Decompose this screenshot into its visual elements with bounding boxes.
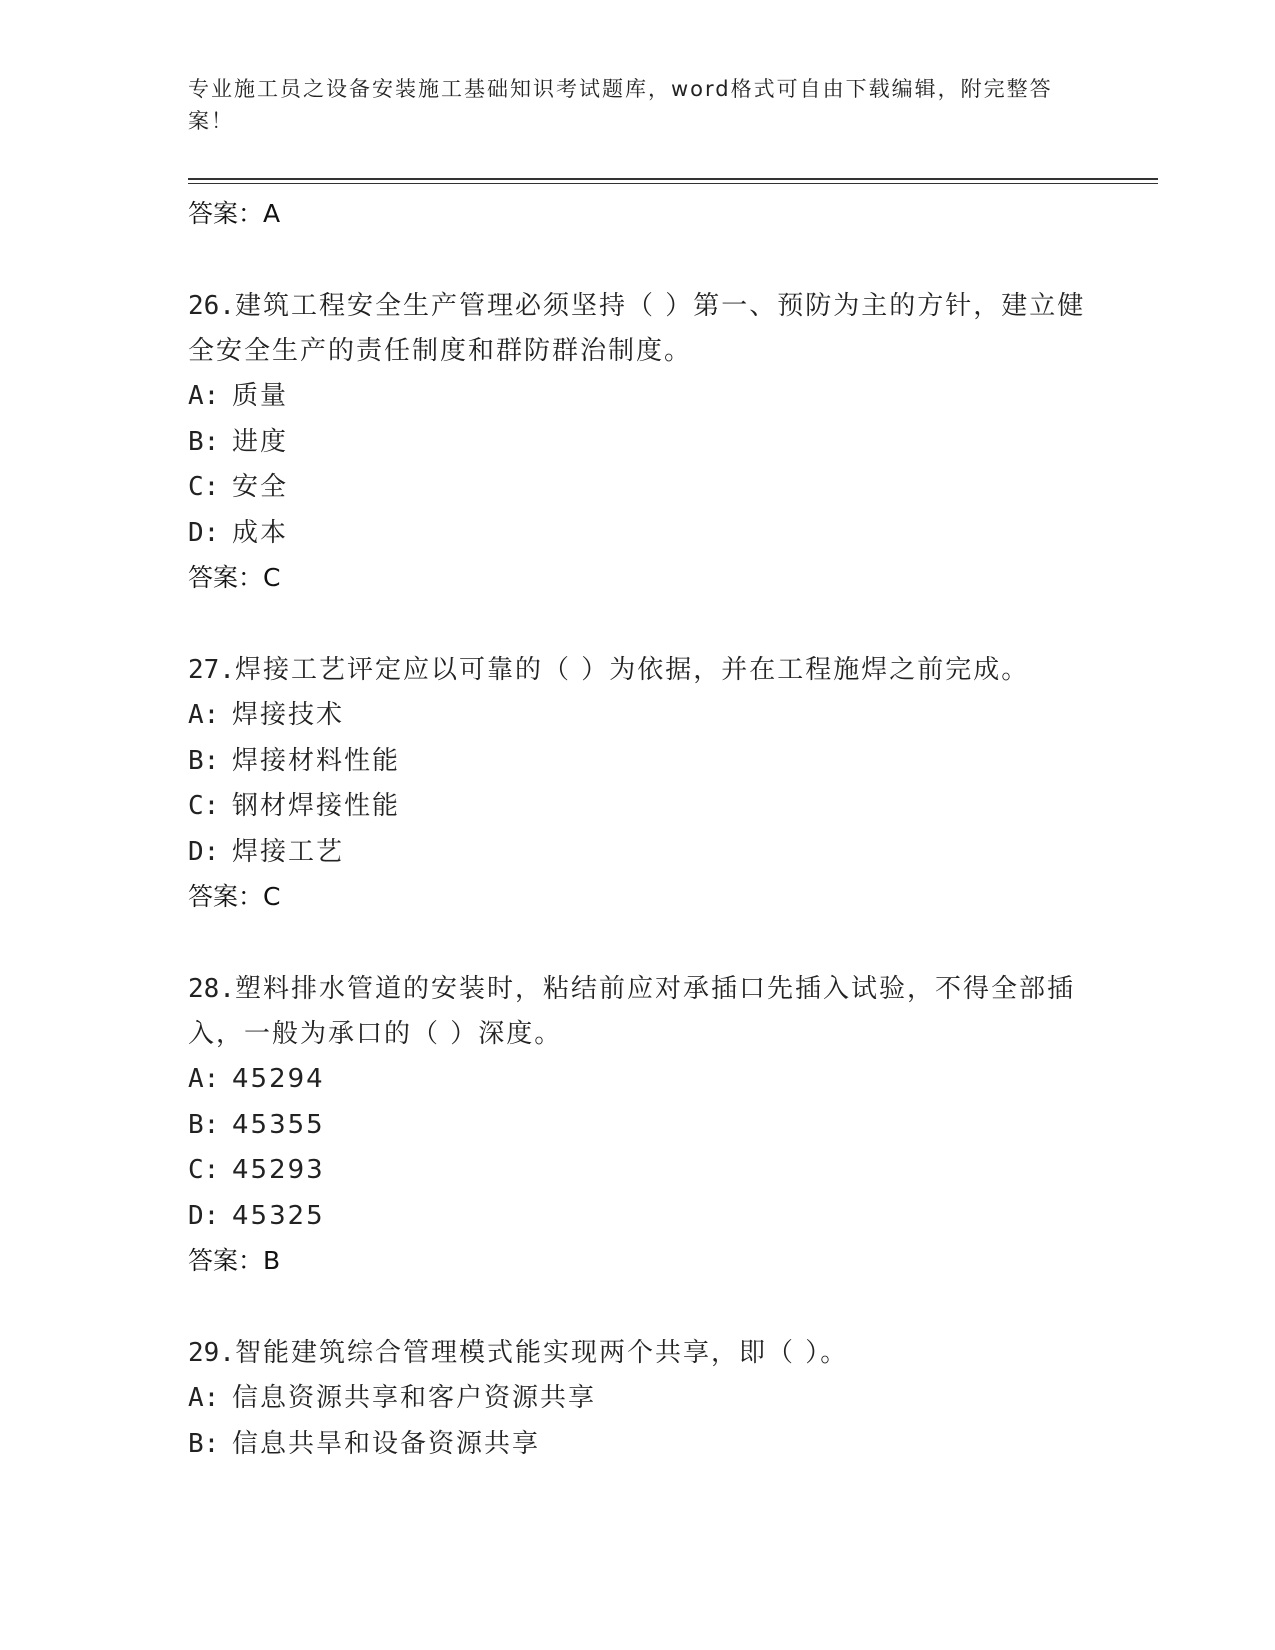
option-d (188, 1194, 1088, 1240)
option-text: 45294 (232, 1064, 325, 1094)
option-a (188, 693, 1088, 739)
option-text: 45355 (232, 1109, 325, 1140)
question-number: 26. (188, 291, 235, 321)
answer: 答案：C (188, 563, 281, 592)
header-divider-thick (188, 178, 1158, 180)
question-stem: 智能建筑综合管理模式能实现两个共享，即（ ）。 (234, 1338, 849, 1368)
previous-answer: 答案：A (188, 199, 281, 228)
option-text: 钢材焊接性能 (232, 791, 401, 821)
option-b (188, 739, 1088, 785)
option-a (188, 1057, 1088, 1103)
option-text: 45293 (232, 1155, 325, 1185)
option-text: 45325 (232, 1200, 325, 1231)
question-list (188, 192, 1088, 1467)
option-b (188, 1422, 1088, 1468)
option-c (188, 1148, 1088, 1194)
option-letter: A: (188, 700, 220, 730)
option-letter: B: (188, 1428, 220, 1459)
question-27 (188, 648, 1088, 919)
option-text: 焊接工艺 (232, 836, 345, 867)
question-text (188, 967, 1088, 1057)
option-letter: B: (188, 1109, 220, 1140)
question-stem: 塑料排水管道的安装时，粘结前应对承插口先插入试验，不得全部插入，一般为承口的（ ）深度。 (188, 974, 1075, 1049)
option-b (188, 1103, 1088, 1149)
option-text: 进度 (232, 426, 289, 457)
option-c (188, 465, 1088, 511)
question-stem: 焊接工艺评定应以可靠的（ ）为依据，并在工程施焊之前完成。 (234, 655, 1030, 685)
option-text: 质量 (232, 381, 289, 411)
option-letter: A: (188, 1383, 220, 1413)
option-letter: A: (188, 381, 220, 411)
question-28 (188, 967, 1088, 1283)
answer: 答案：B (188, 1246, 281, 1275)
option-letter: B: (188, 745, 220, 776)
option-letter: D: (188, 517, 220, 548)
option-text: 安全 (232, 472, 289, 502)
document-header: 专业施工员之设备安装施工基础知识考试题库，word格式可自由下载编辑，附完整答案！ (188, 77, 1053, 133)
question-29 (188, 1331, 1088, 1467)
option-letter: D: (188, 1200, 220, 1231)
option-a (188, 374, 1088, 420)
question-text (188, 1331, 1088, 1376)
option-text: 焊接技术 (232, 700, 345, 730)
question-26 (188, 284, 1088, 600)
option-text: 成本 (232, 517, 289, 548)
question-number: 28. (188, 974, 235, 1004)
option-letter: C: (188, 1155, 220, 1185)
option-letter: B: (188, 426, 220, 457)
option-b (188, 420, 1088, 466)
question-number: 27. (188, 655, 235, 685)
option-text: 信息共旱和设备资源共享 (232, 1428, 541, 1459)
option-text: 信息资源共享和客户资源共享 (232, 1383, 597, 1413)
question-number: 29. (188, 1338, 235, 1368)
option-letter: A: (188, 1064, 220, 1094)
option-c (188, 784, 1088, 830)
option-a (188, 1376, 1088, 1422)
question-stem: 建筑工程安全生产管理必须坚持（ ）第一、预防为主的方针，建立健全安全生产的责任制度和群防群治制度。 (188, 291, 1086, 366)
header-divider-thin (188, 183, 1158, 184)
option-text: 焊接材料性能 (232, 745, 401, 776)
option-letter: C: (188, 791, 220, 821)
option-d (188, 511, 1088, 557)
answer: 答案：C (188, 882, 281, 911)
option-letter: C: (188, 472, 220, 502)
question-text (188, 284, 1088, 374)
option-d (188, 830, 1088, 876)
question-text (188, 648, 1088, 693)
option-letter: D: (188, 836, 220, 867)
